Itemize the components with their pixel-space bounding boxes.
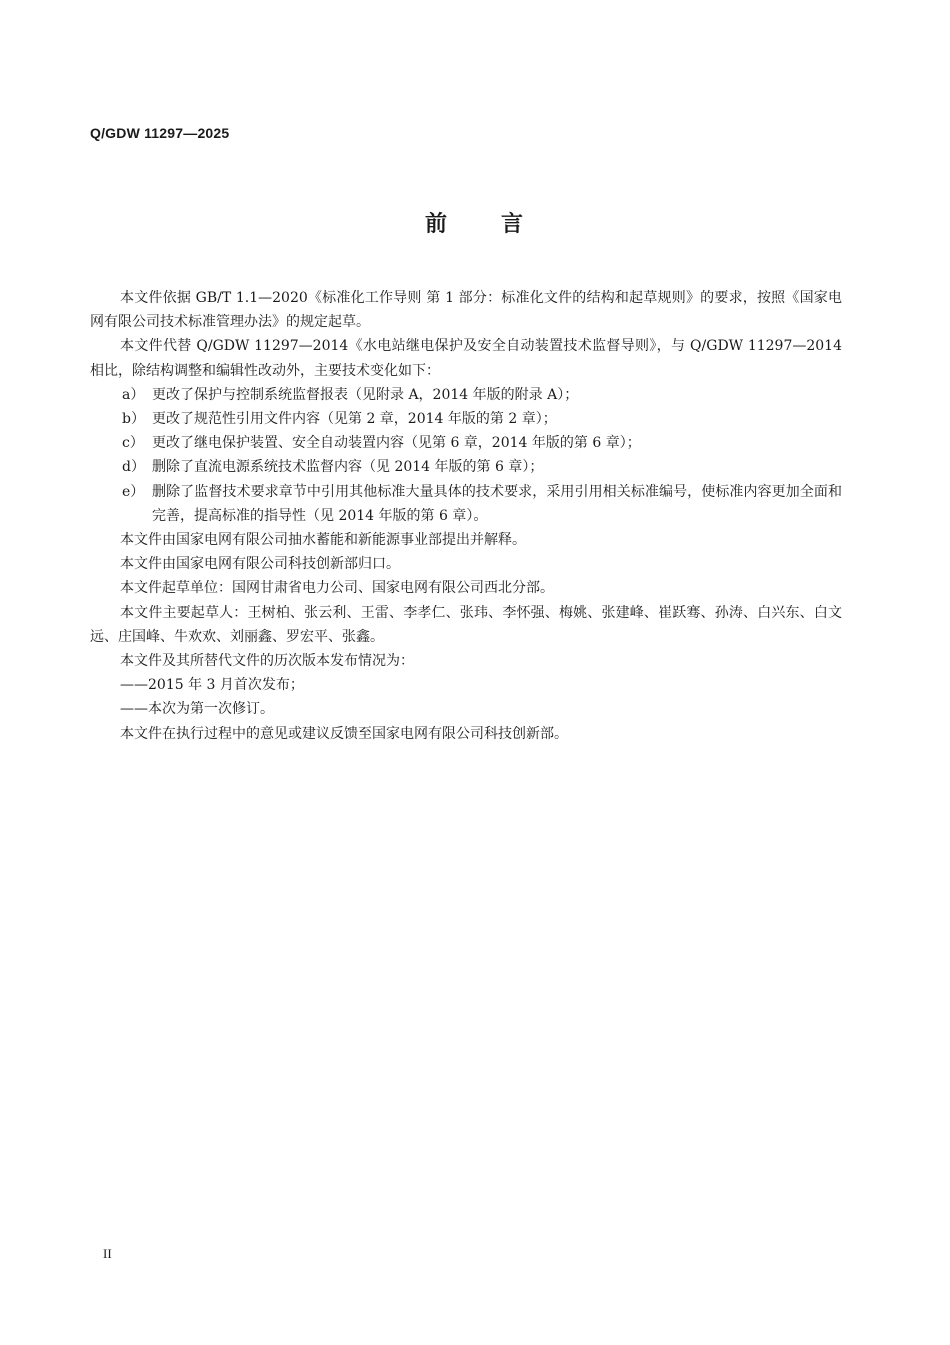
paragraph-feedback: 本文件在执行过程中的意见或建议反馈至国家电网有限公司科技创新部。 [120,725,568,742]
list-item [90,455,842,479]
paragraph-administrator: 本文件由国家电网有限公司科技创新部归口。 [120,556,400,573]
foreword-body [90,286,842,746]
list-item [90,431,842,455]
page-title [0,207,950,238]
list-marker: a） [122,386,145,403]
list-item-text: 更改了保护与控制系统监督报表（见附录 A，2014 年版的附录 A）； [152,386,579,403]
list-item [90,480,842,528]
list-item-text: 删除了直流电源系统技术监督内容（见 2014 年版的第 6 章）； [152,459,544,476]
history-item: ——本次为第一次修订。 [120,701,274,718]
list-item [90,383,842,407]
list-item-text: 更改了继电保护装置、安全自动装置内容（见第 6 章，2014 年版的第 6 章）； [152,435,641,452]
list-marker: b） [122,411,145,428]
history-item: ——2015 年 3 月首次发布； [120,677,304,694]
document-id: Q/GDW 11297—2025 [90,125,230,141]
paragraph-replacement: 本文件代替 Q/GDW 11297—2014《水电站继电保护及安全自动装置技术监督导则》，与 Q/GDW 11297—2014 相比，除结构调整和编辑性改动外，主要技术变化如下： [90,338,842,379]
list-item-text: 更改了规范性引用文件内容（见第 2 章，2014 年版的第 2 章）； [152,411,557,428]
page-number: II [103,1246,112,1261]
paragraph-drafters: 本文件主要起草人：王树柏、张云利、王雷、李孝仁、张玮、李怀强、梅姚、张建峰、崔跃骞、孙涛、白兴东、白文远、庄国峰、牛欢欢、刘丽鑫、罗宏平、张鑫。 [90,604,842,645]
paragraph-proposer: 本文件由国家电网有限公司抽水蓄能和新能源事业部提出并解释。 [120,532,526,549]
paragraph-basis: 本文件依据 GB/T 1.1—2020《标准化工作导则 第 1 部分：标准化文件的结构和起草规则》的要求，按照《国家电网有限公司技术标准管理办法》的规定起草。 [90,290,842,331]
list-marker: c） [122,435,144,452]
title-char-1: 前 [424,212,449,237]
list-item-text: 删除了监督技术要求章节中引用其他标准大量具体的技术要求，采用引用相关标准编号，使标准内容更加全面和完善，提高标准的指导性（见 2014 年版的第 6 章）。 [152,483,842,524]
paragraph-history-intro: 本文件及其所替代文件的历次版本发布情况为： [120,653,414,670]
paragraph-drafting-units: 本文件起草单位：国网甘肃省电力公司、国家电网有限公司西北分部。 [120,580,554,597]
title-char-2: 言 [501,212,526,237]
list-marker: d） [122,459,145,476]
list-item [90,407,842,431]
list-marker: e） [122,483,145,500]
